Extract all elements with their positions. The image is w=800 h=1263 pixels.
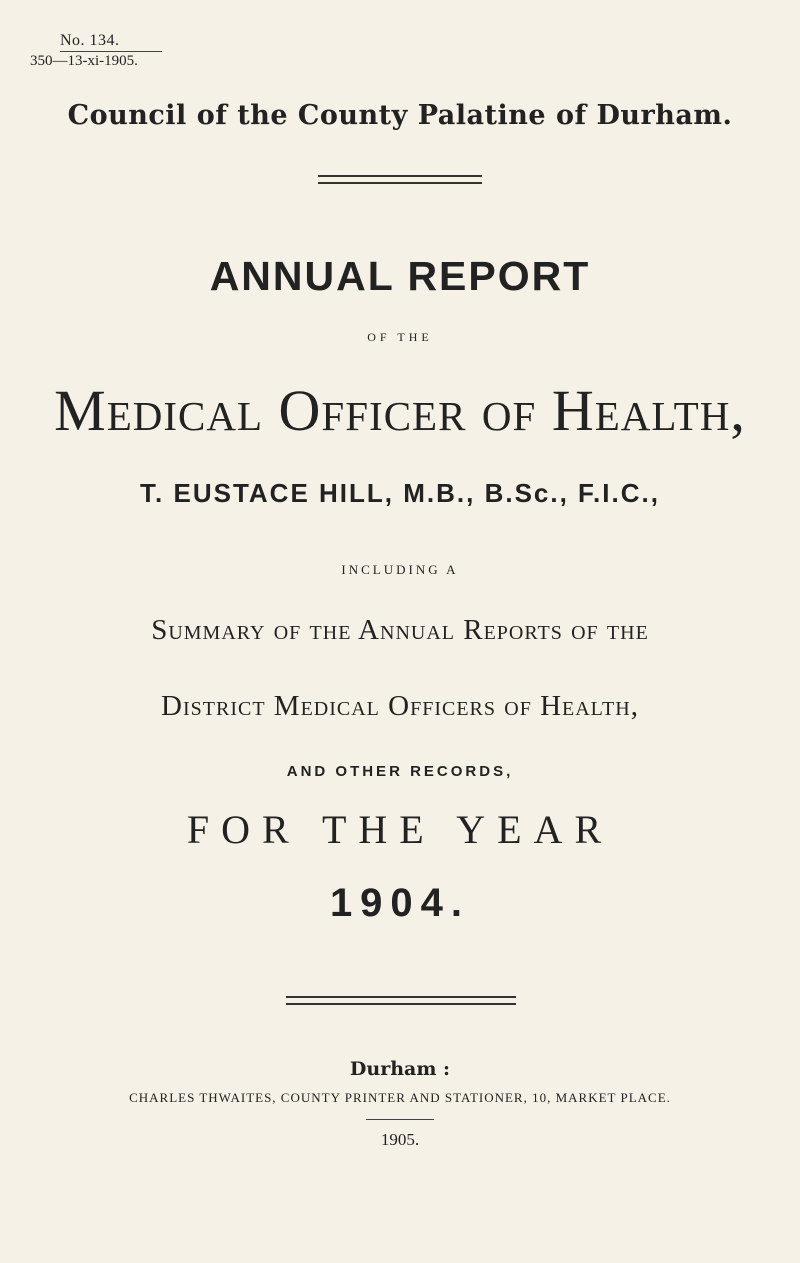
summary-line-1: Summary of the Annual Reports of the [151,614,649,646]
reference-code: 350—13-xi-1905. [30,53,138,69]
bottom-double-rule [286,996,516,1005]
for-the-year-heading: FOR THE YEAR [186,807,614,852]
council-heading: Council of the County Palatine of Durham. [67,100,733,131]
annual-report-heading: ANNUAL REPORT [209,253,591,299]
imprint-rule [366,1119,434,1120]
report-year: 1904. [329,881,471,925]
top-double-rule [318,175,482,184]
including-text: INCLUDING A [341,562,459,577]
imprint-place: Durham : [349,1058,451,1080]
author-name: T. EUSTACE HILL, M.B., B.Sc., F.I.C., [140,478,660,508]
summary-line-2: District Medical Officers of Health, [161,690,639,722]
imprint-printer: CHARLES THWAITES, COUNTY PRINTER AND STATIONER, 10, MARKET PLACE. [129,1090,671,1105]
publication-year: 1905. [380,1130,420,1149]
of-the-text: OF THE [367,330,433,344]
other-records-text: AND OTHER RECORDS, [286,763,514,780]
reference-number: No. 134. [60,32,162,52]
medical-officer-title: Medical Officer of Health, [54,378,746,443]
